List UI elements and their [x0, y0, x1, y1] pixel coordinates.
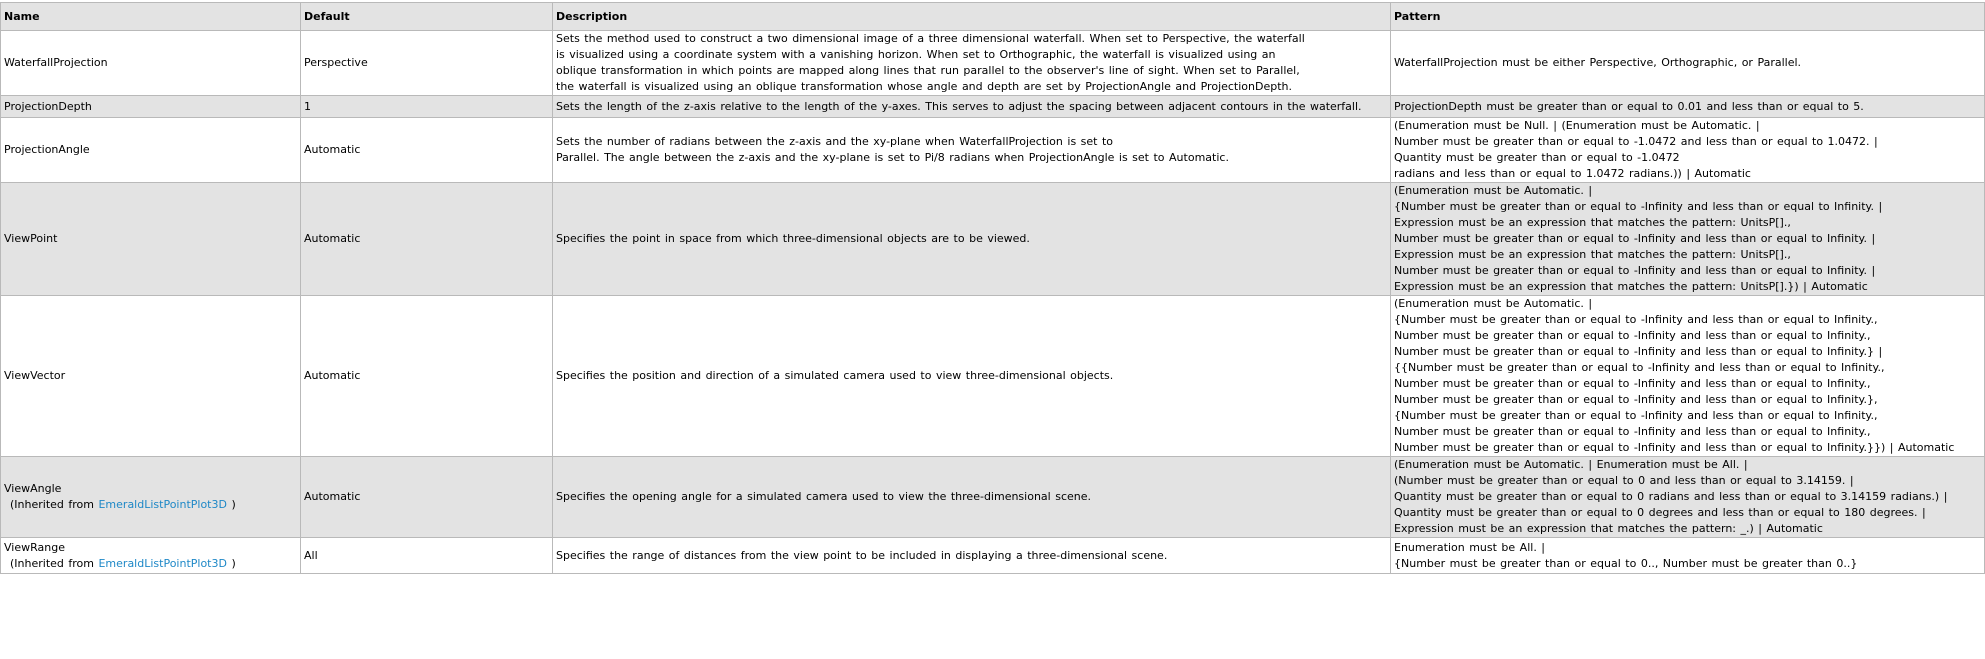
option-default: Automatic [301, 118, 553, 183]
pattern-line: {{Number must be greater than or equal to -Infinity and less than or equal to Infinity., [1394, 361, 1885, 374]
option-default: All [301, 538, 553, 574]
pattern-line: (Enumeration must be Automatic. | [1394, 297, 1593, 310]
inherited-note [4, 556, 297, 572]
option-name: ViewVector [4, 369, 66, 382]
pattern-line: (Enumeration must be Automatic. | Enumeration must be All. | [1394, 458, 1748, 471]
pattern-line: Quantity must be greater than or equal to 0 radians and less than or equal to 3.14159 radians.) | [1394, 490, 1948, 503]
description-line: Sets the length of the z-axis relative to the length of the y-axes. This serves to adjust the spacing between adjacent contours in the waterfall. [556, 99, 1362, 113]
pattern-line: Quantity must be greater than or equal to 0 degrees and less than or equal to 180 degrees. | [1394, 506, 1926, 519]
pattern-line: Number must be greater than or equal to -Infinity and less than or equal to Infinity., [1394, 377, 1871, 390]
description-line: Sets the number of radians between the z-axis and the xy-plane when WaterfallProjection is set to [556, 135, 1114, 148]
description-line: Sets the method used to construct a two dimensional image of a three dimensional waterfall. When set to Perspective, the waterfall [556, 32, 1305, 45]
option-name: ProjectionAngle [4, 143, 90, 156]
pattern-line: {Number must be greater than or equal to 0.., Number must be greater than 0..} [1394, 556, 1858, 570]
pattern-line: Number must be greater than or equal to -Infinity and less than or equal to Infinity., [1394, 329, 1871, 342]
table-row [1, 118, 1985, 183]
pattern-line: Number must be greater than or equal to -Infinity and less than or equal to Infinity. | [1394, 232, 1876, 245]
description-line: Specifies the point in space from which three-dimensional objects are to be viewed. [556, 232, 1030, 245]
table-row [1, 457, 1985, 538]
option-description [553, 118, 1391, 183]
inherited-prefix: (Inherited from [10, 556, 99, 570]
table-body [1, 31, 1985, 574]
description-line: Specifies the opening angle for a simulated camera used to view the three-dimensional scene. [556, 490, 1091, 503]
description-line: Specifies the position and direction of a simulated camera used to view three-dimensional objects. [556, 369, 1114, 382]
inherited-suffix: ) [226, 498, 236, 511]
column-header-pattern: Pattern [1391, 3, 1985, 31]
column-header-name: Name [1, 3, 301, 31]
pattern-line: Number must be greater than or equal to -Infinity and less than or equal to Infinity. | [1394, 264, 1876, 277]
pattern-line: Enumeration must be All. | [1394, 540, 1546, 554]
option-name: ViewRange [4, 540, 65, 554]
option-name: ProjectionDepth [4, 99, 92, 113]
pattern-line: Expression must be an expression that matches the pattern: UnitsP[]., [1394, 216, 1791, 229]
option-default: Automatic [301, 457, 553, 538]
inherited-suffix: ) [226, 556, 236, 570]
pattern-line: {Number must be greater than or equal to -Infinity and less than or equal to Infinity., [1394, 313, 1878, 326]
inherited-note [4, 497, 297, 513]
pattern-line: radians and less than or equal to 1.0472 radians.)) | Automatic [1394, 167, 1751, 180]
option-default: 1 [301, 96, 553, 118]
table-row [1, 538, 1985, 574]
inherited-from-link[interactable]: EmeraldListPointPlot3D [98, 556, 227, 570]
table-row [1, 31, 1985, 96]
pattern-line: Expression must be an expression that matches the pattern: UnitsP[].}) | Automatic [1394, 280, 1868, 293]
option-name-cell [1, 31, 301, 96]
option-name-cell [1, 457, 301, 538]
table-row [1, 96, 1985, 118]
inherited-prefix: (Inherited from [10, 498, 99, 511]
option-description [553, 538, 1391, 574]
pattern-line: WaterfallProjection must be either Perspective, Orthographic, or Parallel. [1394, 56, 1802, 69]
description-line: Parallel. The angle between the z-axis and the xy-plane is set to Pi/8 radians when ProjectionAngle is set to Automatic. [556, 151, 1229, 164]
pattern-line: ProjectionDepth must be greater than or equal to 0.01 and less than or equal to 5. [1394, 99, 1864, 113]
pattern-line: Number must be greater than or equal to -Infinity and less than or equal to Infinity., [1394, 425, 1871, 438]
description-line: Specifies the range of distances from the view point to be included in displaying a three-dimensional scene. [556, 548, 1168, 562]
pattern-line: Number must be greater than or equal to -Infinity and less than or equal to Infinity.}, [1394, 393, 1878, 406]
option-pattern [1391, 538, 1985, 574]
option-pattern [1391, 296, 1985, 457]
option-pattern [1391, 183, 1985, 296]
option-description [553, 296, 1391, 457]
option-description [553, 96, 1391, 118]
pattern-line: Number must be greater than or equal to -Infinity and less than or equal to Infinity.} | [1394, 345, 1883, 358]
option-default: Automatic [301, 183, 553, 296]
option-pattern [1391, 96, 1985, 118]
table-row [1, 183, 1985, 296]
column-header-default: Default [301, 3, 553, 31]
description-line: is visualized using a coordinate system with a vanishing horizon. When set to Orthographic, the waterfall is visualized using an [556, 48, 1276, 61]
option-default: Perspective [301, 31, 553, 96]
description-line: oblique transformation in which points are mapped along lines that run parallel to the observer's line of sight. When set to Parallel, [556, 64, 1300, 77]
option-description [553, 31, 1391, 96]
pattern-line: (Enumeration must be Automatic. | [1394, 184, 1593, 197]
table-row [1, 296, 1985, 457]
option-pattern [1391, 118, 1985, 183]
options-table [0, 2, 1985, 574]
option-name-cell [1, 118, 301, 183]
option-pattern [1391, 31, 1985, 96]
pattern-line: Expression must be an expression that matches the pattern: _.) | Automatic [1394, 522, 1823, 535]
option-name-cell [1, 538, 301, 574]
column-header-description: Description [553, 3, 1391, 31]
option-pattern [1391, 457, 1985, 538]
option-name: WaterfallProjection [4, 56, 108, 69]
option-description [553, 183, 1391, 296]
pattern-line: (Number must be greater than or equal to 0 and less than or equal to 3.14159. | [1394, 474, 1854, 487]
option-name-cell [1, 96, 301, 118]
option-default: Automatic [301, 296, 553, 457]
pattern-line: (Enumeration must be Null. | (Enumeration must be Automatic. | [1394, 119, 1760, 132]
pattern-line: {Number must be greater than or equal to -Infinity and less than or equal to Infinity. | [1394, 200, 1883, 213]
pattern-line: {Number must be greater than or equal to -Infinity and less than or equal to Infinity., [1394, 409, 1878, 422]
pattern-line: Number must be greater than or equal to -1.0472 and less than or equal to 1.0472. | [1394, 135, 1878, 148]
option-name: ViewPoint [4, 232, 58, 245]
option-name-cell [1, 296, 301, 457]
table-header-row [1, 3, 1985, 31]
description-line: the waterfall is visualized using an oblique transformation whose angle and depth are set by ProjectionAngle and ProjectionDepth. [556, 80, 1293, 93]
pattern-line: Quantity must be greater than or equal to -1.0472 [1394, 151, 1680, 164]
option-name: ViewAngle [4, 482, 62, 495]
option-name-cell [1, 183, 301, 296]
option-description [553, 457, 1391, 538]
pattern-line: Number must be greater than or equal to -Infinity and less than or equal to Infinity.}}) | Automatic [1394, 441, 1955, 454]
pattern-line: Expression must be an expression that matches the pattern: UnitsP[]., [1394, 248, 1791, 261]
inherited-from-link[interactable]: EmeraldListPointPlot3D [98, 498, 227, 511]
